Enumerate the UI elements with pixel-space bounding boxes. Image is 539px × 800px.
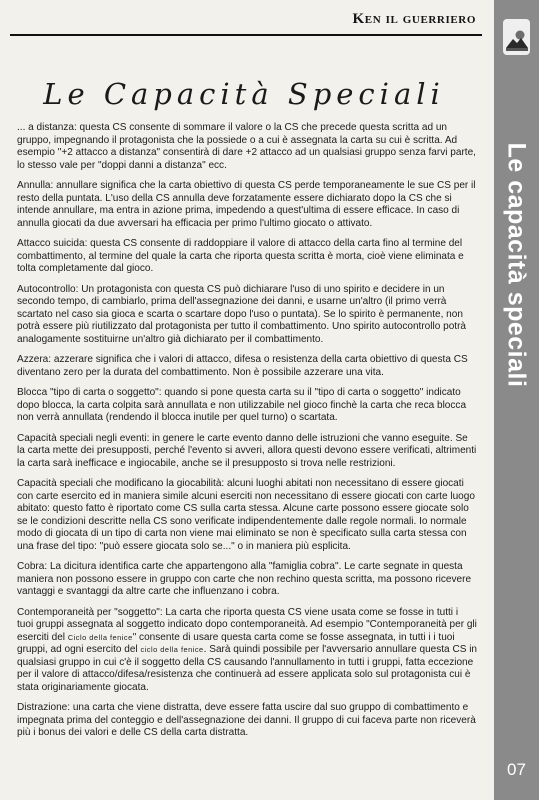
paragraph-annulla: Annulla: annullare significa che la carta obiettivo di questa CS perde temporaneamente le sue CS per il resto della puntata. L'uso della CS annulla deve forzatamente essere dichiarato dopo la CS che si intende annullare, ma entra in azione prima, impedendo a quest'ultima di essere efficace. In caso di annulla giocati da due avversari ha efficacia per primo l'ultimo giocato o attivato. — [17, 180, 476, 229]
paragraph-blocca: Blocca "tipo di carta o soggetto": quando si pone questa carta su il "tipo di carta o soggetto" indicato dopo blocca, la carta colpita sarà annullata e non utilizzabile nel gioco finchè la carta che reca blocca non verrà annullata (rendendo il blocca inutile per quel turno) o scartata. — [17, 387, 467, 423]
ciclo-fenice-smallcaps-1: Ciclo della fenice — [67, 632, 133, 642]
paragraph-contemporaneita — [17, 607, 477, 695]
paragraph-distrazione: Distrazione: una carta che viene distratta, deve essere fatta uscire dal suo gruppo di combattimento e impegnata prima del conteggio e dell'assegnazione dei danni. Il gruppo di cui faceva parte non riceverà più i bonus dei valori e delle CS della carta distratta. — [17, 702, 476, 738]
page-header — [0, 0, 488, 40]
side-title-text: Le capacità speciali — [502, 142, 531, 388]
page-title: Le Capacità Speciali — [43, 77, 445, 112]
contemporaneita-text-2: " consente di usare questa carta come se fosse assegnata, in tutti i i tuoi gruppi, ad ogni esercito del — [17, 631, 455, 655]
paragraph-distanza: ... a distanza: questa CS consente di sommare il valore o la CS che precede questa scritta ad un gruppo, impegnando il protagonista che la possiede o a cui è assegnata la carta su cui è scritta. Ad esempio "+2 attacco a distanza" consentirà di dare +2 attacco ad un qualsiasi gruppo senza farvi parte, lo stesso vale per "doppi danni a distanza" ecc. — [17, 122, 476, 171]
header-title: Ken il guerriero — [352, 11, 476, 27]
contemporaneita-text-3: . Sarà quindi possibile per l'avversario annullare questa CS in qualsiasi gruppo in cui c'è il soggetto della CS causando l'annullamento in tutti i gruppi, fatta eccezione per il valore di attacco/difesa/resistenza che continuerà ad essere applicata solo sul protagonista cui è stata originariamente giocata. — [17, 644, 478, 693]
landscape-icon — [503, 19, 530, 55]
paragraph-attacco-suicida: Attacco suicida: questa CS consente di raddoppiare il valore di attacco della carta fino al termine del combattimento, al termine del quale la carta che riporta questa scritta è morta, cioè viene eliminata e tolta completamente dal gioco. — [17, 238, 464, 274]
paragraph-eventi: Capacità speciali negli eventi: in genere le carte evento danno delle istruzioni che vanno eseguite. Se la carta mette dei presupposti, perché l'evento si avveri, allora questi devono essere verificati, altrimenti la carta sarà inefficace e ingiocabile, anche se il presupposto si trova nelle restrizioni. — [17, 432, 477, 469]
side-tab — [494, 0, 539, 800]
body-text — [17, 122, 477, 748]
header-rule — [10, 34, 482, 36]
paragraph-cobra: Cobra: La dicitura identifica carte che appartengono alla "famiglia cobra". Le carte segnate in questa maniera non possono essere in gruppo con carte che non rechino questa scritta, ma possono ricevere vantaggi e svantaggi da altre carte che influenzano i cobra. — [17, 561, 472, 597]
paragraph-giocabilita: Capacità speciali che modificano la giocabilità: alcuni luoghi abitati non necessitano di essere giocati con carte esercito ed in maniera simile alcuni eserciti non necessitano di essere giocati con carte luogo abitato: questo fatto è riportato come CS sulla carta stessa. Alcune carte possono essere giocate solo se le condizioni descritte nella CS sono verificate indipendentemente dalle regole normali. Io normale modo di giocata di un tipo di carta non viene mai eliminato se non è specificato sulla carta stessa con una frase del tipo: "può essere giocata solo se..." o in maniera più esplicita. — [17, 478, 475, 552]
paragraph-azzera: Azzera: azzerare significa che i valori di attacco, difesa o resistenza della carta obiettivo di questa CS diventano zero per la durata del combattimento. Non è possibile azzerare una vita. — [17, 354, 468, 378]
ciclo-fenice-smallcaps-2: ciclo della fenice — [140, 645, 204, 654]
contemporaneita-text-1: Contemporaneità per "soggetto": La carta che riporta questa CS viene usata come se fosse in tutti i tuoi gruppi assegnata al soggetto indicato dopo contemporaneità. Ad esempio "Contemporaneità per gli eserciti del — [17, 606, 477, 643]
page-number: 07 — [507, 760, 526, 779]
paragraph-autocontrollo: Autocontrollo: Un protagonista con questa CS può dichiarare l'uso di uno spirito e decidere in un secondo tempo, di cambiarlo, prima dell'assegnazione dei danni, e usarne un'altro (il primo verrà scartato nel caso sia gioca e scarta o scartare dopo l'uso o puntata). Se lo spirito è permanente, non potrà essere più riutilizzato dal protagonista per tutto il combattimento. Uno spirito autocontrollo potrà analogamente sostituirne un'altro già dichiarato per il combattimento. — [17, 283, 466, 345]
